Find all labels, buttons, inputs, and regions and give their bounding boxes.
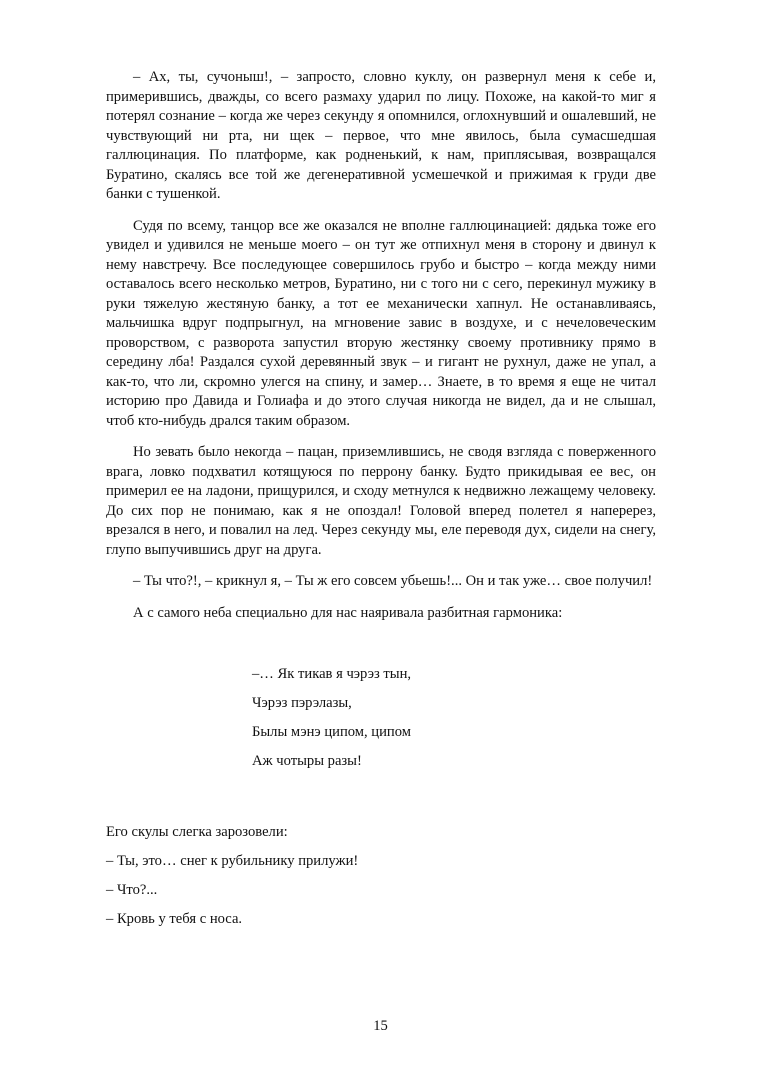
dialogue-block [106,823,656,939]
verse-line: Чэрэз пэрэлазы, [252,695,352,711]
dialogue-line: Его скулы слегка зарозовели: [106,824,288,840]
song-verse [252,665,552,781]
verse-line: –… Як тикав я чэрэз тын, [252,666,412,682]
paragraph-4: – Ты что?!, – крикнул я, – Ты ж его совсем убьешь!... Он и так уже… свое получил! [133,573,653,589]
dialogue-line: – Ты, это… снег к рубильнику прилужи! [106,853,359,869]
paragraph-1: – Ах, ты, сучоныш!, – запросто, словно куклу, он развернул меня к себе и, примерившись, дважды, со всего размаху ударил по лицу. Похоже, на какой-то миг я потерял сознание – когда же через секунду я опомнился, оглохнувший и ошалевший, не чувствующий ни рта, ни щек – первое, что мне явилось, была сумасшедшая галлюцинация. По платформе, как родненький, к нам, приплясывая, возвращался Буратино, скалясь все той же дегенеративной усмешечкой и прижимая к груди две банки с тушенкой. [106,69,656,202]
dialogue-line: – Кровь у тебя с носа. [106,911,243,927]
verse-line: Былы мэнэ ципом, ципом [252,724,411,740]
paragraph-2: Судя по всему, танцор все же оказался не вполне галлюцинацией: дядька тоже его увидел и удивился не меньше моего – он тут же отпихнул меня в сторону и двинул к нему навстречу. Все последующее совершилось грубо и быстро – когда между ними оставалось всего несколько метров, Буратино, ни с того ни с сего, перекинул мужику в руки тяжелую жестяную банку, а тот ее механически хапнул. Не останавливаясь, мальчишка вдруг подпрыгнул, на мгновение завис в воздухе, и с нечеловеческим проворством, с разворота запустил вторую жестянку своему противнику прямо в середину лба! Раздался сухой деревянный звук – и гигант не рухнул, даже не упал, а как-то, что ли, скромно улегся на спину, и замер… Знаете, в то время я еще не читал историю про Давида и Голиафа и до этого случая никогда не видел, да и не слышал, чтоб кто-нибудь дрался таким образом. [106,217,656,429]
paragraph-5: А с самого неба специально для нас наяривала разбитная гармоника: [133,604,563,621]
dialogue-line: – Что?... [106,882,158,898]
verse-line: Аж чотыры разы! [252,753,362,769]
paragraph-3: Но зевать было некогда – пацан, приземлившись, не сводя взгляда с поверженного врага, ловко подхватил котящуюся по перрону банку. Будто прикидывая ее вес, он примерил ее на ладони, прищурился, и сходу метнулся к недвижно лежащему человеку. До сих пор не понимаю, как я не опоздал! Головой вперед полетел я наперерез, врезался в него, и повалил на лед. Через секунду мы, еле переводя дух, сидели на снегу, глупо выпучившись друг на друга. [106,444,656,558]
main-text [106,68,656,623]
page-number: 15 [373,1018,388,1034]
